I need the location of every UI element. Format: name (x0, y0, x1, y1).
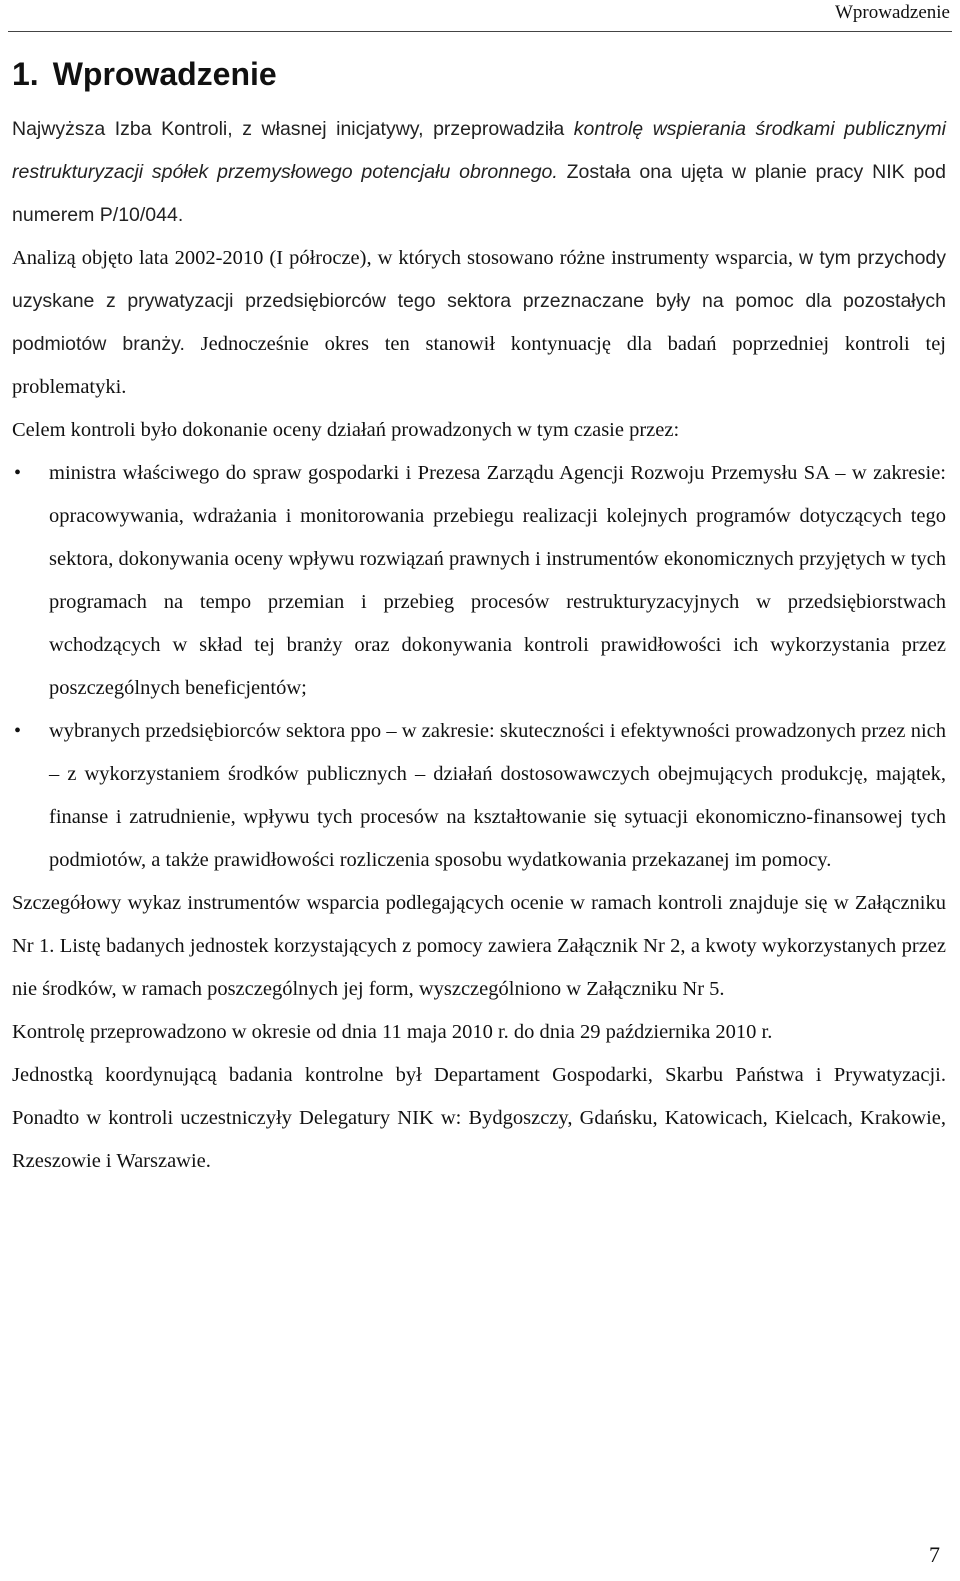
scope-text-b: w tym przychody uzyskane z prywatyzacji przedsiębiorców tego sektora przeznaczane były na pomoc dla pozostałych podmiotów branży. (12, 247, 947, 355)
paragraph-scope (12, 237, 946, 409)
intro-text-end: Została ona ujęta w planie pracy NIK pod numerem P/10/044. (12, 161, 946, 226)
section-number: 1. (12, 56, 39, 92)
paragraph-coordination: Jednostką koordynującą badania kontrolne był Departament Gospodarki, Skarbu Państwa i Prywatyzacji. Ponadto w kontroli uczestniczyły Delegatury NIK w: Bydgoszczy, Gdańsku, Katowicach, Kielcach, Krakowie, Rzeszowie i Warszawie. (12, 1064, 946, 1172)
bullet-item (12, 452, 946, 710)
scope-text-c: Jednocześnie okres ten stanowił kontynuację dla badań poprzedniej kontroli tej problematyki. (12, 333, 946, 398)
page-number: 7 (929, 1542, 940, 1567)
paragraph-annexes: Szczegółowy wykaz instrumentów wsparcia podlegających ocenie w ramach kontroli znajduje się w Załączniku Nr 1. Listę badanych jednostek korzystających z pomocy zawiera Załącznik Nr 2, a kwoty wykorzystanych przez nie środków, w ramach poszczególnych jej form, wyszczególniono w Załączniku Nr 5. (12, 892, 946, 1000)
intro-text-start: Najwyższa Izba Kontroli, z własnej inicjatywy, przeprowadziła (12, 118, 574, 140)
bullet-icon: • (14, 462, 22, 484)
running-header: Wprowadzenie (835, 2, 950, 23)
document-body (12, 108, 946, 1183)
header-rule (8, 31, 952, 32)
bullet-icon: • (14, 720, 22, 742)
bullet-item (12, 710, 946, 882)
bullet-text: wybranych przedsiębiorców sektora ppo – w zakresie: skuteczności i efektywności prowadzonych przez nich – z wykorzystaniem środków publicznych – działań dostosowawczych obejmujących produkcję, majątek, finanse i zatrudnienie, wpływu tych procesów na kształtowanie się sytuacji ekonomiczno-finansowej tych podmiotów, a także prawidłowości rozliczenia sposobu wydatkowania przekazanej im pomocy. (49, 720, 946, 871)
paragraph-intro (12, 108, 946, 237)
paragraph-aim: Celem kontroli było dokonanie oceny działań prowadzonych w tym czasie przez: (12, 419, 680, 441)
section-heading (12, 54, 277, 94)
bullet-list (12, 452, 946, 882)
control-title-italic: kontrolę wspierania środkami publicznymi restrukturyzacji spółek przemysłowego potencjału obronnego. (12, 118, 946, 183)
section-title: Wprowadzenie (52, 56, 277, 92)
paragraph-period: Kontrolę przeprowadzono w okresie od dnia 11 maja 2010 r. do dnia 29 października 2010 r. (12, 1021, 773, 1043)
scope-text-a: Analizą objęto lata 2002-2010 (I półrocze), w których stosowano różne instrumenty wsparcia, (12, 247, 794, 269)
bullet-text: ministra właściwego do spraw gospodarki i Prezesa Zarządu Agencji Rozwoju Przemysłu SA – w zakresie: opracowywania, wdrażania i monitorowania przebiegu realizacji kolejnych programów dotyczących tego sektora, dokonywania oceny wpływu rozwiązań prawnych i instrumentów ekonomicznych przyjętych w tych programach na tempo przemian i przebieg procesów restrukturyzacyjnych w przedsiębiorstwach wchodzących w skład tej branży oraz dokonywania kontroli prawidłowości ich wykorzystania przez poszczególnych beneficjentów; (49, 462, 946, 699)
